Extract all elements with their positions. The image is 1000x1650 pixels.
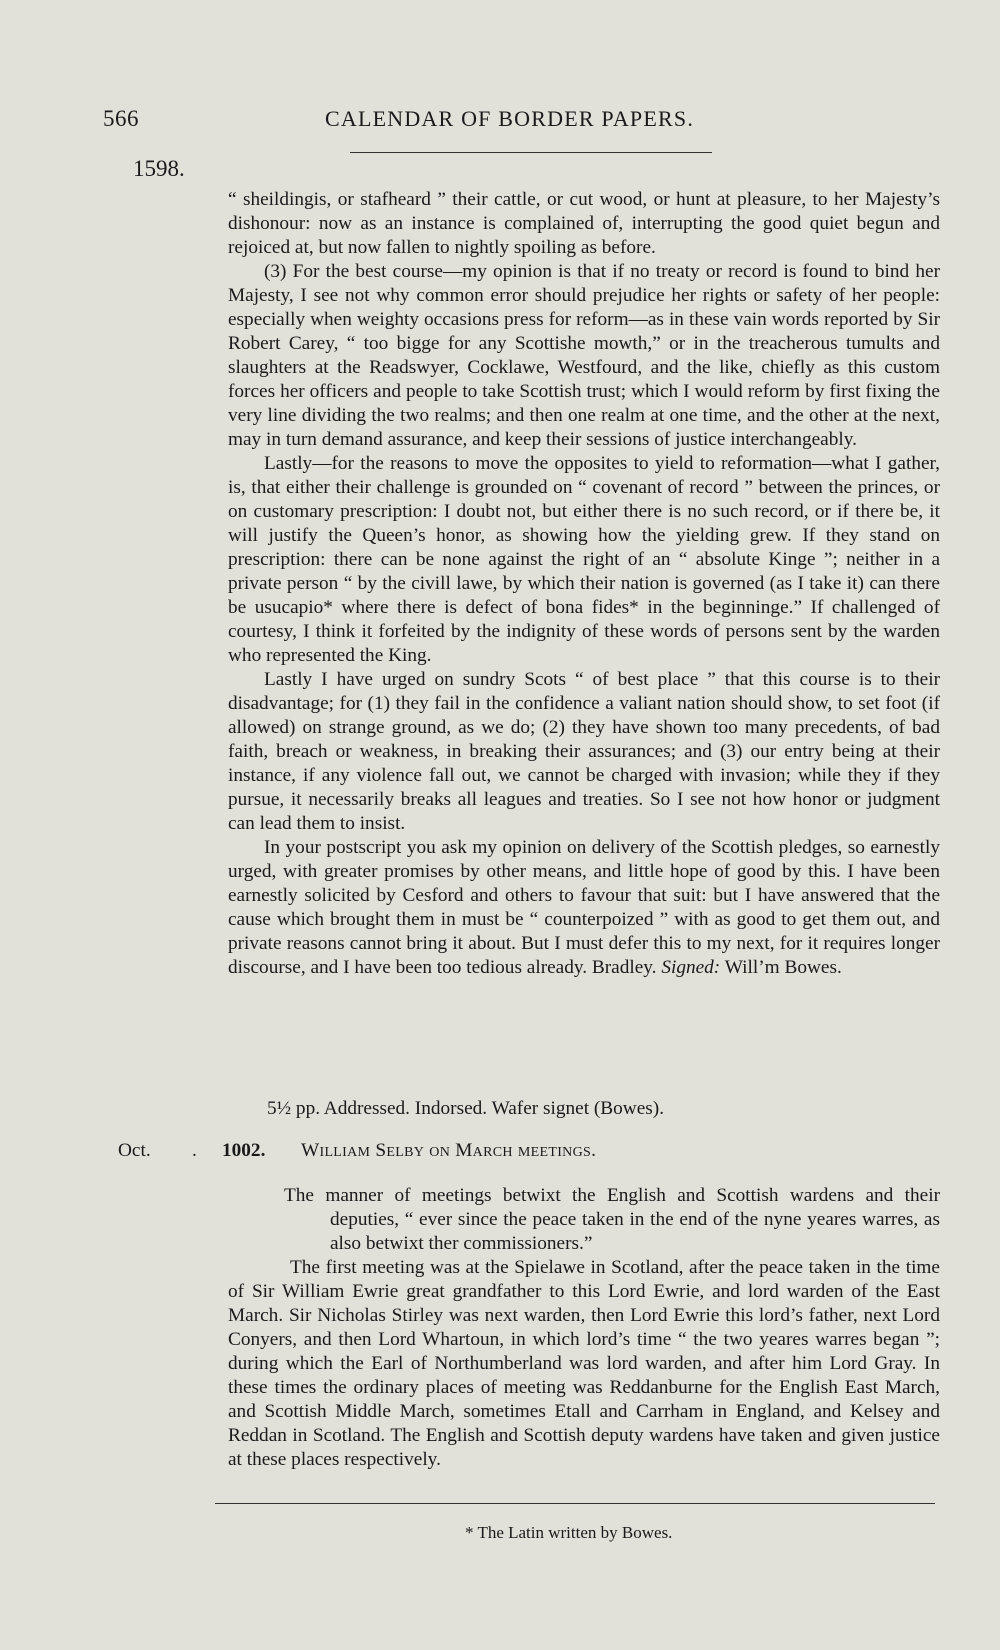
document-description: 5½ pp. Addressed. Indorsed. Wafer signet (Bowes). [267, 1098, 665, 1119]
body-paragraph: “ sheildingis, or stafheard ” their cattle, or cut wood, or hunt at pleasure, to her Majesty’s dishonour: now as an instance is complained of, interrupting the good quiet begun and rejoiced at, but now fallen to nightly spoiling as before. [228, 189, 940, 258]
entry-title: William Selby on March meetings. [301, 1140, 597, 1161]
entry-paragraph: The first meeting was at the Spielawe in Scotland, after the peace taken in the time of Sir William Ewrie great grandfather to this Lord Ewrie, and lord warden of the East March. Sir Nicholas Stirley was next warden, then Lord Ewrie this lord’s father, next Lord Conyers, and then Lord Whartoun, in which lord’s time “ the two yeares warres began ”; during which the Earl of Northumberland was lord warden, and after him Lord Gray. In these times the ordinary places of meeting was Reddanburne for the English East March, and Scottish Middle March, sometimes Etall and Carrham in England, and Kelsey and Reddan in Scotland. The English and Scottish deputy wardens have taken and given justice at these places respectively. [228, 1257, 940, 1470]
body-paragraph: Lastly I have urged on sundry Scots “ of best place ” that this course is to their disadvantage; for (1) they fail in the confidence a valiant nation should show, to set foot (if allowed) on strange ground, as we do; (2) they have shown too many precedents, of bad faith, breach or weakness, in breaking their assurances; and (3) our entry being at their instance, if any violence fall out, we cannot be charged with invasion; while they if they pursue, it necessarily breaks all leagues and treaties. So I see not how honor or judgment can lead them to insist. [228, 669, 940, 834]
entry-summary: The manner of meetings betwixt the English and Scottish wardens and their deputies, “ ever since the peace taken in the end of the nyne yeares warres, as also betwixt ther commissioners.” [284, 1185, 940, 1254]
entry-date: Oct. [118, 1140, 151, 1161]
body-paragraph-text: In your postscript you ask my opinion on delivery of the Scottish pledges, so earnestly urged, with greater promises by other means, and little hope of good by this. I have been earnestly solicited by Cesford and others to favour that suit: but I have answered that the cause which brought them in must be “ counterpoized ” with as good to get them out, and private reasons cannot bring it about. But I must defer this to my next, for it requires longer discourse, and I have been too tedious already. Bradley. [228, 837, 940, 978]
body-paragraph: (3) For the best course—my opinion is that if no treaty or record is found to bind her Majesty, I see not why common error should prejudice her rights or safety of her people: especially when weighty occasions press for reform—as in these vain words reported by Sir Robert Carey, “ too bigge for any Scottishe mowth,” or in the treacherous tumults and slaughters at the Readswyer, Cocklawe, Westfourd, and the like, chiefly as this custom forces her officers and people to take Scottish trust; which I would reform by first fixing the very line dividing the two realms; and then one realm at one time, and the other at the next, may in turn demand assurance, and keep their sessions of justice interchangeably. [228, 261, 940, 450]
body-paragraph [228, 836, 940, 980]
footnote-rule [215, 1503, 935, 1504]
signature-label: Signed: [661, 957, 721, 978]
signature-name: Will’m Bowes. [724, 957, 842, 978]
page-number: 566 [103, 106, 139, 131]
entry-day-placeholder: . [192, 1140, 197, 1161]
letter-body [228, 188, 940, 980]
body-paragraph: Lastly—for the reasons to move the opposites to yield to reformation—what I gather, is, that either their challenge is grounded on “ covenant of record ” between the princes, or on customary prescription: I doubt not, but either there is no such record, or if there be, it will justify the Queen’s honor, as showing how the yielding grew. If they stand on prescription: there can be none against the right of an “ absolute Kinge ”; neither in a private person “ by the civill lawe, by which their nation is governed (as I take it) can there be usucapio* where there is defect of bona fides* in the beginninge.” If challenged of courtesy, I think it forfeited by the indignity of these words of persons sent by the warden who represented the King. [228, 453, 940, 666]
entry-number: 1002. [222, 1140, 266, 1161]
margin-year: 1598. [133, 156, 185, 181]
header-rule [350, 152, 712, 153]
footnote: * The Latin written by Bowes. [465, 1523, 673, 1542]
entry-body [228, 1184, 940, 1472]
running-title: CALENDAR OF BORDER PAPERS. [325, 106, 695, 131]
